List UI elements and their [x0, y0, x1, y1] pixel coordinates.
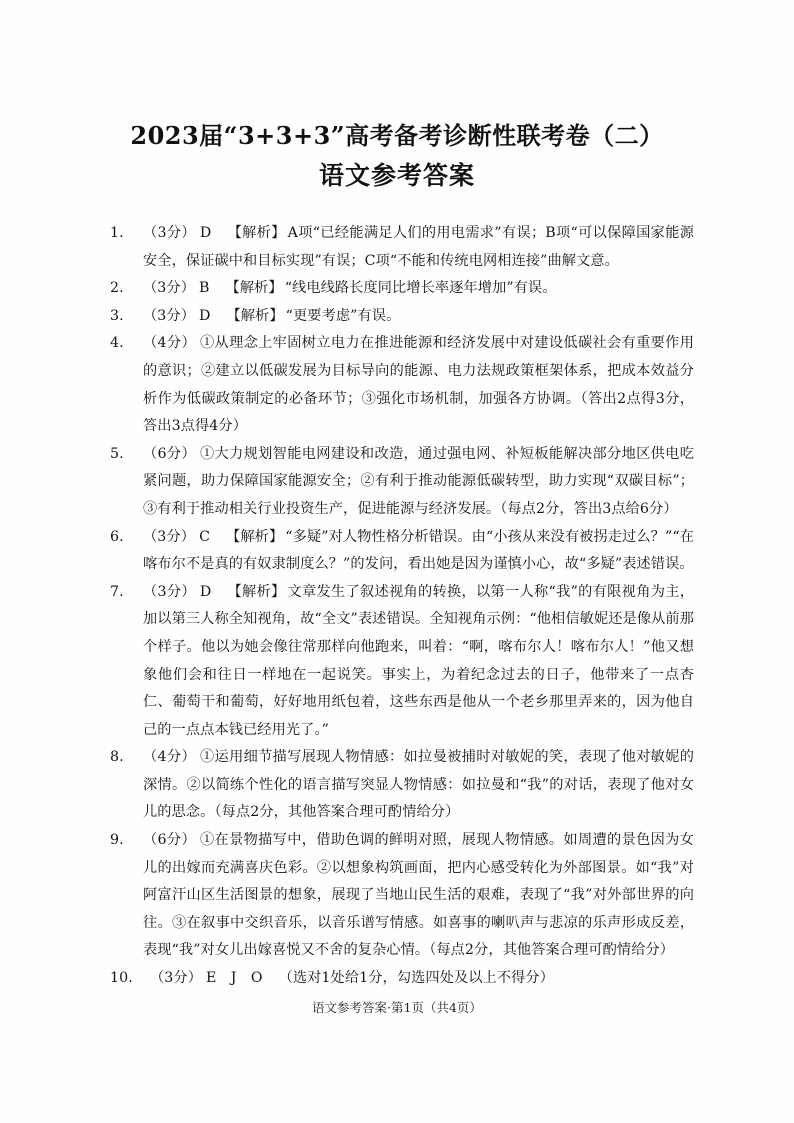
answer-text: “更要考虑”有误。: [285, 307, 401, 324]
answer-item-2: [110, 275, 694, 303]
subject-title: 语文参考答案: [318, 161, 475, 190]
answer-number: 8.: [110, 749, 124, 766]
answer-option: B: [199, 280, 210, 297]
answer-option: D: [199, 225, 212, 241]
answer-item-6: [110, 524, 694, 579]
answer-score: （6分）: [143, 832, 196, 849]
answer-score: （3分）: [143, 528, 196, 545]
answer-option: D: [199, 583, 212, 600]
answer-score: （3分）: [143, 280, 195, 297]
answer-number: 9.: [110, 832, 124, 849]
answer-item-10: [110, 965, 694, 993]
answer-number: 7.: [110, 583, 124, 600]
analysis-tag: 【解析】: [226, 528, 284, 545]
answer-number: 4.: [110, 335, 124, 352]
answer-text: ①从理念上牢固树立电力在推进能源和经济发展中对建设低碳社会有重要作用的意识；②建立以低碳发展为目标导向的能源、电力法规政策框架体系，把成本效益分析作为低碳政策制定的必备环节；③强化市场机制，加强各方协调。（答出2点得3分，答出3点得4分）: [143, 335, 694, 435]
answer-number: 1.: [110, 225, 124, 241]
answer-score: （3分）: [143, 225, 196, 241]
answer-score: （4分）: [143, 335, 196, 352]
answer-item-1: [110, 220, 694, 275]
answer-item-3: [110, 303, 694, 331]
answer-number: 6.: [110, 528, 124, 545]
answer-score: （4分）: [143, 749, 196, 766]
answer-option: D: [199, 307, 211, 324]
answer-item-4: [110, 330, 694, 440]
analysis-tag: 【解析】: [227, 583, 286, 600]
analysis-tag: 【解析】: [227, 225, 286, 241]
answer-number: 2.: [110, 280, 124, 297]
analysis-tag: 【解析】: [225, 280, 283, 297]
answer-score: （3分）: [150, 970, 202, 987]
answer-text: ①在景物描写中，借助色调的鲜明对照，展现人物情感。如周遭的景色因为女儿的出嫁而充满喜庆色彩。②以想象构筑画面，把内心感受转化为外部图景。如“我”对阿富汗山区生活图景的想象，展现了当地山民生活的艰难，表现了“我”对外部世界的向往。③在叙事中交织音乐，以音乐谱写情感。如喜事的喇叭声与悲凉的乐声形成反差，表现“我”对女儿出嫁喜悦又不舍的复杂心情。（每点2分，其他答案合理可酌情给分）: [143, 832, 694, 959]
answer-score: （3分）: [143, 307, 195, 324]
answer-text: “多疑”对人物性格分析错误。由“小孩从来没有被拐走过么？”“在喀布尔不是真的有奴隶制度么？”的发问，看出她是因为谨慎小心，故“多疑”表述错误。: [143, 528, 694, 573]
answer-option: C: [199, 528, 211, 545]
answer-text: “线电线路长度同比增长率逐年增加”有误。: [284, 280, 557, 297]
answer-number: 3.: [110, 307, 124, 324]
answer-score: （3分）: [143, 583, 196, 600]
analysis-tag: 【解析】: [226, 307, 284, 324]
answer-item-7: [110, 579, 694, 745]
answer-number: 10.: [110, 970, 133, 987]
answer-item-9: [110, 827, 694, 965]
answer-text: （选对1处给1分，勾选四处及以上不得分）: [278, 970, 554, 987]
answer-item-5: [110, 441, 694, 524]
answer-number: 5.: [110, 445, 124, 462]
answer-text: A项“已经能满足人们的用电需求”有误；B项“可以保障国家能源安全，保证碳中和目标实现”有误；C项“不能和传统电网相连接”曲解文意。: [143, 225, 694, 269]
answer-list: [110, 220, 694, 993]
exam-title: 2023届“3+3+3”高考备考诊断性联考卷（二）: [130, 121, 664, 150]
answer-text: ①运用细节描写展现人物情感：如拉曼被捕时对敏妮的笑，表现了他对敏妮的深情。②以简练个性化的语言描写突显人物情感：如拉曼和“我”的对话，表现了他对女儿的思念。（每点2分，其他答案合理可酌情给分）: [143, 749, 694, 821]
answer-text: ①大力规划智能电网建设和改造，通过强电网、补短板能解决部分地区供电吃紧问题，助力保障国家能源安全；②有利于推动能源低碳转型，助力实现“双碳目标”；③有利于推动相关行业投资生产，促进能源与经济发展。（每点2分，答出3点给6分）: [143, 445, 694, 517]
answer-text: 文章发生了叙述视角的转换，以第一人称“我”的有限视角为主，加以第三人称全知视角，故“全文”表述错误。全知视角示例：“他相信敏妮还是像从前那个样子。他以为她会像往常那样向他跑来，叫着：“啊，喀布尔人！喀布尔人！”他又想象他们会和往日一样地在一起说笑。事实上，为着纪念过去的日子，他带来了一点杏仁、葡萄干和葡萄，好好地用纸包着，这些东西是他从一个老乡那里弄来的，因为他自己的一点点本钱已经用光了。”: [143, 583, 694, 738]
answer-score: （6分）: [143, 445, 196, 462]
answer-item-8: [110, 744, 694, 827]
answer-option: E J O: [206, 970, 263, 987]
page-footer: 语文参考答案·第1页（共4页）: [312, 1000, 482, 1015]
